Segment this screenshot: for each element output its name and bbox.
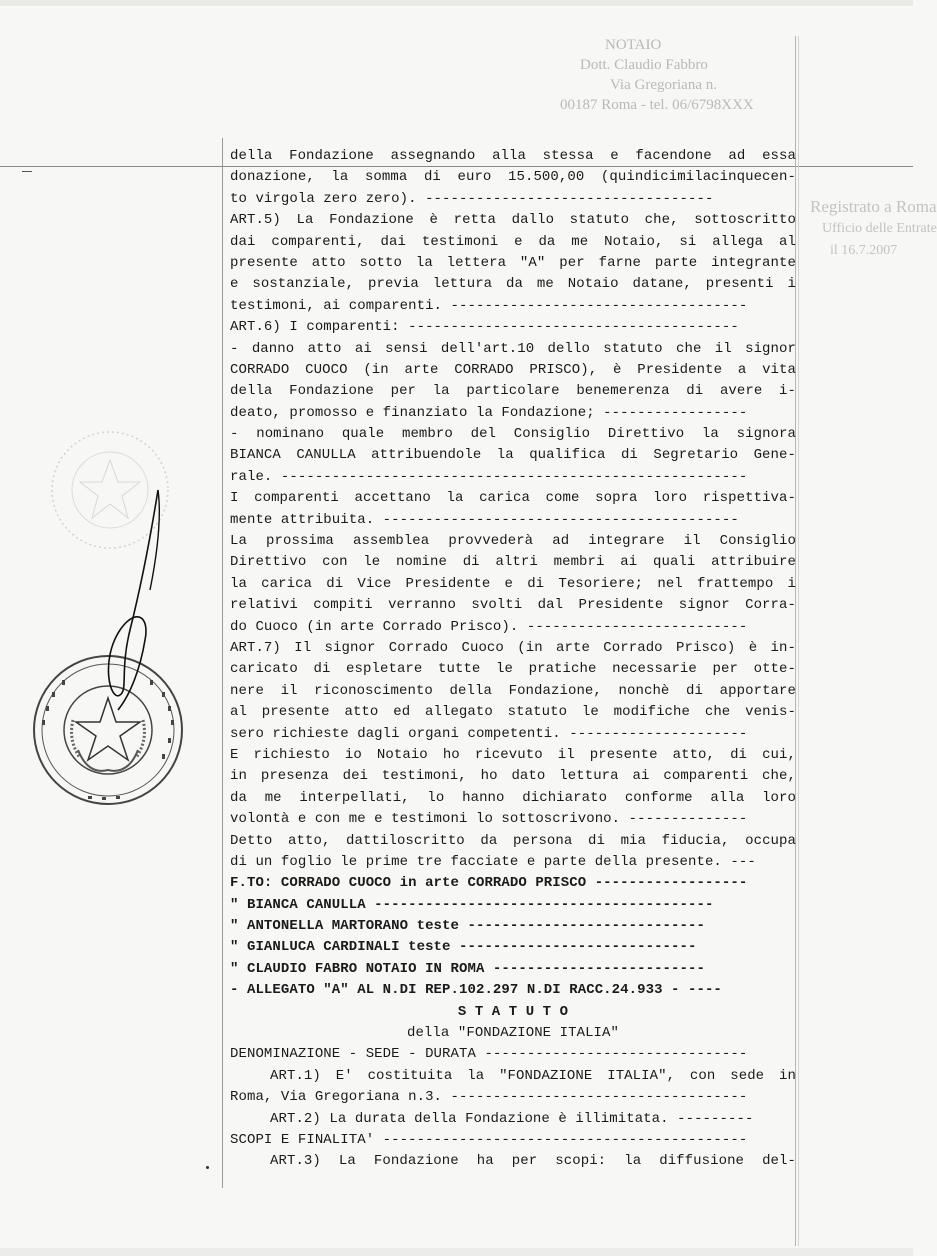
- text-line: I comparenti accettano la carica come sopra loro rispettiva-: [230, 490, 796, 507]
- text-line: della "FONDAZIONE ITALIA": [406, 1025, 620, 1042]
- text-line: " GIANLUCA CARDINALI teste ----------------------------: [230, 939, 697, 956]
- text-line: ART.7) Il signor Corrado Cuoco (in arte Corrado Prisco) è in-: [230, 639, 796, 656]
- text-line: to virgola zero zero). ----------------------------------: [230, 190, 714, 207]
- ghost-stamp-line: Dott. Claudio Fabbro: [580, 57, 708, 73]
- text-line: ART.6) I comparenti: ---------------------------------------: [230, 319, 739, 336]
- text-line: Direttivo con le nomine di altri membri ai quali attribuire: [230, 554, 796, 571]
- text-line: mente attribuita. ------------------------------------------: [230, 511, 739, 528]
- ink-dot: [206, 1166, 209, 1169]
- text-line: relativi compiti verranno svolti dal Presidente signor Corra-: [230, 597, 796, 614]
- text-line: di un foglio le prime tre facciate e parte della presente. ---: [230, 853, 756, 870]
- text-line: volontà e con me e testimoni lo sottoscrivono. --------------: [230, 811, 748, 828]
- text-line: E richiesto io Notaio ho ricevuto il presente atto, di cui,: [230, 746, 796, 763]
- text-line: " BIANCA CANULLA ----------------------------------------: [230, 896, 714, 913]
- text-line: della Fondazione assegnando alla stessa e facendone ad essa: [230, 148, 796, 164]
- text-line: F.TO: CORRADO CUOCO in arte CORRADO PRISCO ------------------: [230, 875, 748, 892]
- ghost-stamp-line: 00187 Roma - tel. 06/6798XXX: [560, 97, 754, 113]
- text-line: testimoni, ai comparenti. -----------------------------------: [230, 297, 748, 314]
- text-line: dai comparenti, dai testimoni e da me Notaio, si allega al: [230, 233, 796, 250]
- ghost-reg-line: Ufficio delle Entrate: [822, 221, 937, 236]
- text-line: ART.5) La Fondazione è retta dallo statuto che, sottoscritto: [230, 212, 796, 229]
- page-bottom-edge: [0, 1248, 913, 1256]
- ghost-stamp-line: NOTAIO: [605, 37, 662, 53]
- text-line: SCOPI E FINALITA' -------------------------------------------: [230, 1131, 748, 1148]
- text-line: Roma, Via Gregoriana n.3. -----------------------------------: [230, 1089, 748, 1106]
- text-line: la carica di Vice Presidente e di Tesoriere; nel frattempo i: [230, 575, 796, 592]
- text-line: S T A T U T O: [457, 1003, 569, 1020]
- text-line: da me interpellati, lo hanno dichiarato conforme alla loro: [230, 789, 796, 806]
- deed-text-body: [230, 146, 796, 1173]
- text-line: " CLAUDIO FABRO NOTAIO IN ROMA -------------------------: [230, 960, 705, 977]
- text-line: Detto atto, dattiloscritto da persona di mia fiducia, occupa: [230, 832, 796, 849]
- text-line: - ALLEGATO "A" AL N.DI REP.102.297 N.DI RACC.24.933 - ----: [230, 982, 722, 999]
- right-margin-rule-shadow: [798, 36, 799, 1246]
- text-line: ART.1) E' costituita la "FONDAZIONE ITALIA", con sede in: [270, 1067, 796, 1084]
- text-line: - nominano quale membro del Consiglio Direttivo la signora: [230, 426, 796, 443]
- text-line: deato, promosso e finanziato la Fondazione; -----------------: [230, 404, 748, 421]
- text-line: La prossima assemblea provvederà ad integrare il Consiglio: [230, 533, 796, 550]
- ghost-reg-line: Registrato a Roma: [810, 197, 937, 216]
- text-line: rale. -------------------------------------------------------: [230, 468, 748, 485]
- text-line: ART.3) La Fondazione ha per scopi: la diffusione del-: [270, 1153, 796, 1170]
- text-line: in presenza dei testimoni, ho dato lettura ai comparenti che,: [230, 768, 796, 785]
- text-line: presente atto sotto la lettera "A" per farne parte integrante: [230, 254, 796, 271]
- text-line: sero richieste dagli organi competenti. ---------------------: [230, 725, 748, 742]
- text-line: della Fondazione per la particolare benemerenza di avere i-: [230, 383, 796, 400]
- ghost-stamp-line: Via Gregoriana n.: [610, 77, 717, 93]
- bleed-through-registration-stamp: [810, 196, 937, 262]
- text-line: caricato di espletare tutte le pratiche necessarie per otte-: [230, 661, 796, 678]
- text-line: " ANTONELLA MARTORANO teste ----------------------------: [230, 918, 705, 935]
- text-line: al presente atto ed allegato statuto le modifiche che venis-: [230, 704, 796, 721]
- text-line: do Cuoco (in arte Corrado Prisco). --------------------------: [230, 618, 748, 635]
- text-line: nere il riconoscimento della Fondazione, nonchè di apportare: [230, 682, 796, 699]
- text-line: donazione, la somma di euro 15.500,00 (quindicimilacinquecen-: [230, 169, 796, 186]
- bleed-through-notary-stamp: [560, 35, 775, 135]
- text-line: CORRADO CUOCO (in arte CORRADO PRISCO), è Presidente a vita: [230, 361, 796, 378]
- text-line: e sostanziale, previa lettura da me Notaio datane, presenti i: [230, 276, 796, 293]
- text-line: BIANCA CANULLA attribuendole la qualifica di Segretario Gene-: [230, 447, 796, 464]
- text-line: ART.2) La durata della Fondazione è illimitata. ---------: [270, 1110, 754, 1127]
- ghost-reg-line: il 16.7.2007: [830, 243, 898, 258]
- handwritten-signature: [90, 480, 230, 720]
- text-line: - danno atto ai sensi dell'art.10 dello statuto che il signor: [230, 340, 796, 357]
- page-top-edge: [0, 0, 913, 6]
- text-line: DENOMINAZIONE - SEDE - DURATA -------------------------------: [230, 1046, 748, 1063]
- margin-tick: [22, 171, 32, 172]
